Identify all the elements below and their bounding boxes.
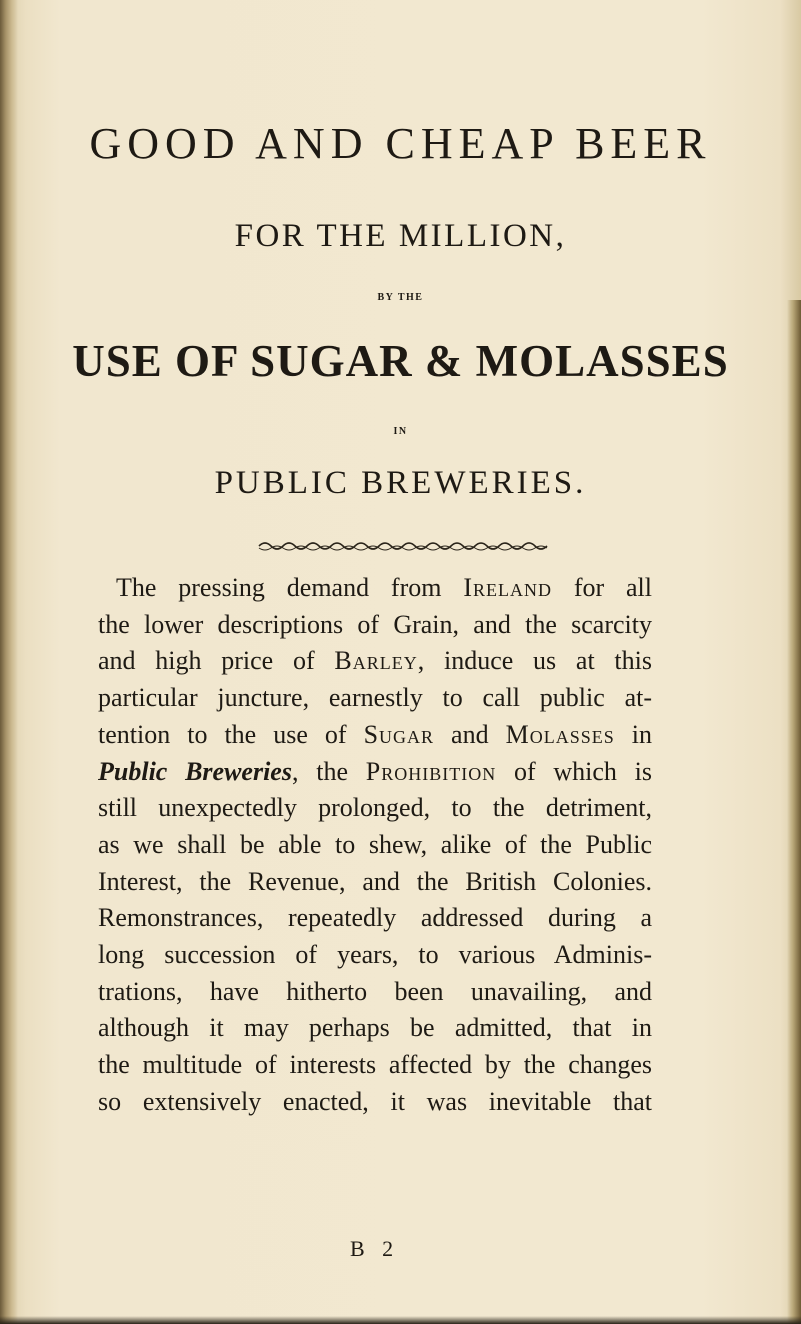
title-line-1: GOOD AND CHEAP BEER — [89, 119, 712, 168]
text-line-6: Public Breweries, the Prohibition of which is — [98, 756, 653, 786]
text-line-5: tention to the use of Sugar and Molasses in — [98, 719, 653, 749]
text-line-11: long succession of years, to various Adminis- — [98, 940, 652, 970]
text-line-7: still unexpectedly prolonged, to the detriment, — [98, 793, 652, 823]
page-gutter-left — [0, 0, 18, 1324]
wavy-ornament-rule — [257, 536, 549, 556]
text-line-8: as we shall be able to shew, alike of the Public — [98, 829, 652, 859]
in-line: IN — [393, 426, 408, 437]
body-paragraph — [98, 570, 652, 1121]
text-line-3: and high price of Barley, induce us at this — [98, 646, 652, 676]
title-line-2: FOR THE MILLION, — [234, 218, 567, 254]
title-line-4: PUBLIC BREWERIES. — [214, 465, 587, 501]
by-the-line: BY THE — [377, 292, 424, 303]
text-line-10: Remonstrances, repeatedly addressed during a — [98, 903, 652, 933]
text-line-14: the multitude of interests affected by the changes — [98, 1050, 652, 1080]
text-line-1: The pressing demand from Ireland for all — [116, 573, 652, 602]
text-line-9: Interest, the Revenue, and the British Colonies. — [98, 866, 652, 896]
text-line-4: particular juncture, earnestly to call public at- — [98, 683, 652, 713]
page-edge-right — [787, 300, 801, 1324]
text-line-15: so extensively enacted, it was inevitable that — [98, 1086, 652, 1116]
title-line-3: USE OF SUGAR & MOLASSES — [72, 336, 729, 386]
text-line-2: the lower descriptions of Grain, and the scarcity — [98, 609, 652, 639]
page-bottom-edge — [0, 1316, 801, 1324]
text-line-12: trations, have hitherto been unavailing, and — [98, 976, 652, 1006]
text-line-13: although it may perhaps be admitted, that in — [98, 1013, 652, 1043]
signature-mark: B 2 — [350, 1236, 400, 1261]
